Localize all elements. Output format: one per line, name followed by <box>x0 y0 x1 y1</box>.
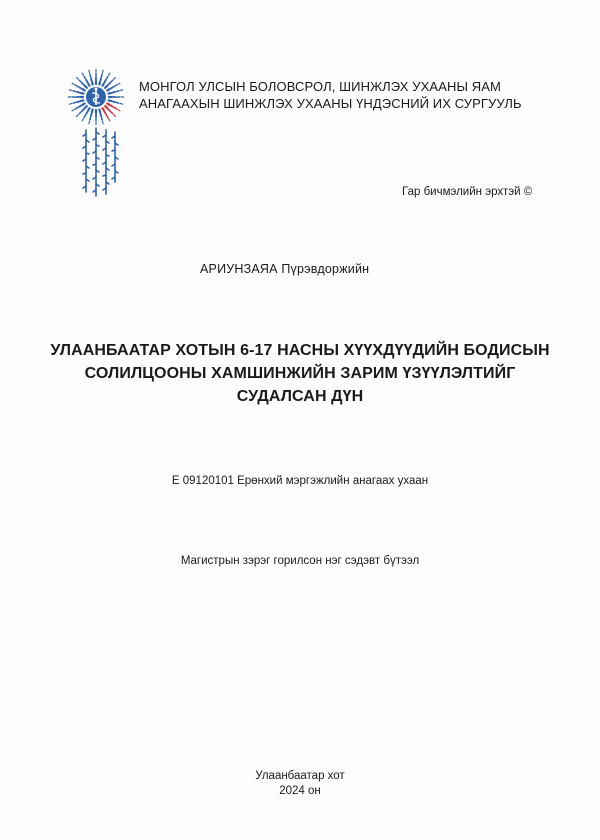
place-and-year <box>0 769 600 799</box>
institution-university: АНАГААХЫН ШИНЖЛЭХ УХААНЫ ҮНДЭСНИЙ ИХ СУРГУУЛЬ <box>139 96 522 111</box>
university-emblem-icon <box>66 68 126 126</box>
thesis-title-line-1: УЛААНБААТАР ХОТЫН 6-17 НАСНЫ ХҮҮХДҮҮДИЙН БОДИСЫН <box>50 342 550 359</box>
city: Улаанбаатар хот <box>255 770 345 782</box>
year: 2024 он <box>279 785 321 797</box>
institution-ministry: МОНГОЛ УЛСЫН БОЛОВСРОЛ, ШИНЖЛЭХ УХААНЫ ЯАМ <box>139 79 501 94</box>
thesis-title-line-3: СУДАЛСАН ДҮН <box>236 388 364 405</box>
degree-statement: Магистрын зэрэг горилсон нэг сэдэвт бүтээл <box>180 555 420 567</box>
thesis-title <box>30 339 570 408</box>
copyright-notice: Гар бичмэлийн эрхтэй © <box>402 186 533 198</box>
mongolian-script-name-icon <box>78 126 120 198</box>
thesis-title-line-2: СОЛИЛЦООНЫ ХАМШИНЖИЙН ЗАРИМ ҮЗҮҮЛЭЛТИЙГ <box>84 365 516 382</box>
institution-header <box>139 78 522 112</box>
specialty-code: Е 09120101 Ерөнхий мэргэжлийн анагаах ухаан <box>171 475 429 487</box>
author-name: АРИУНЗАЯА Пүрэвдоржийн <box>200 262 370 276</box>
